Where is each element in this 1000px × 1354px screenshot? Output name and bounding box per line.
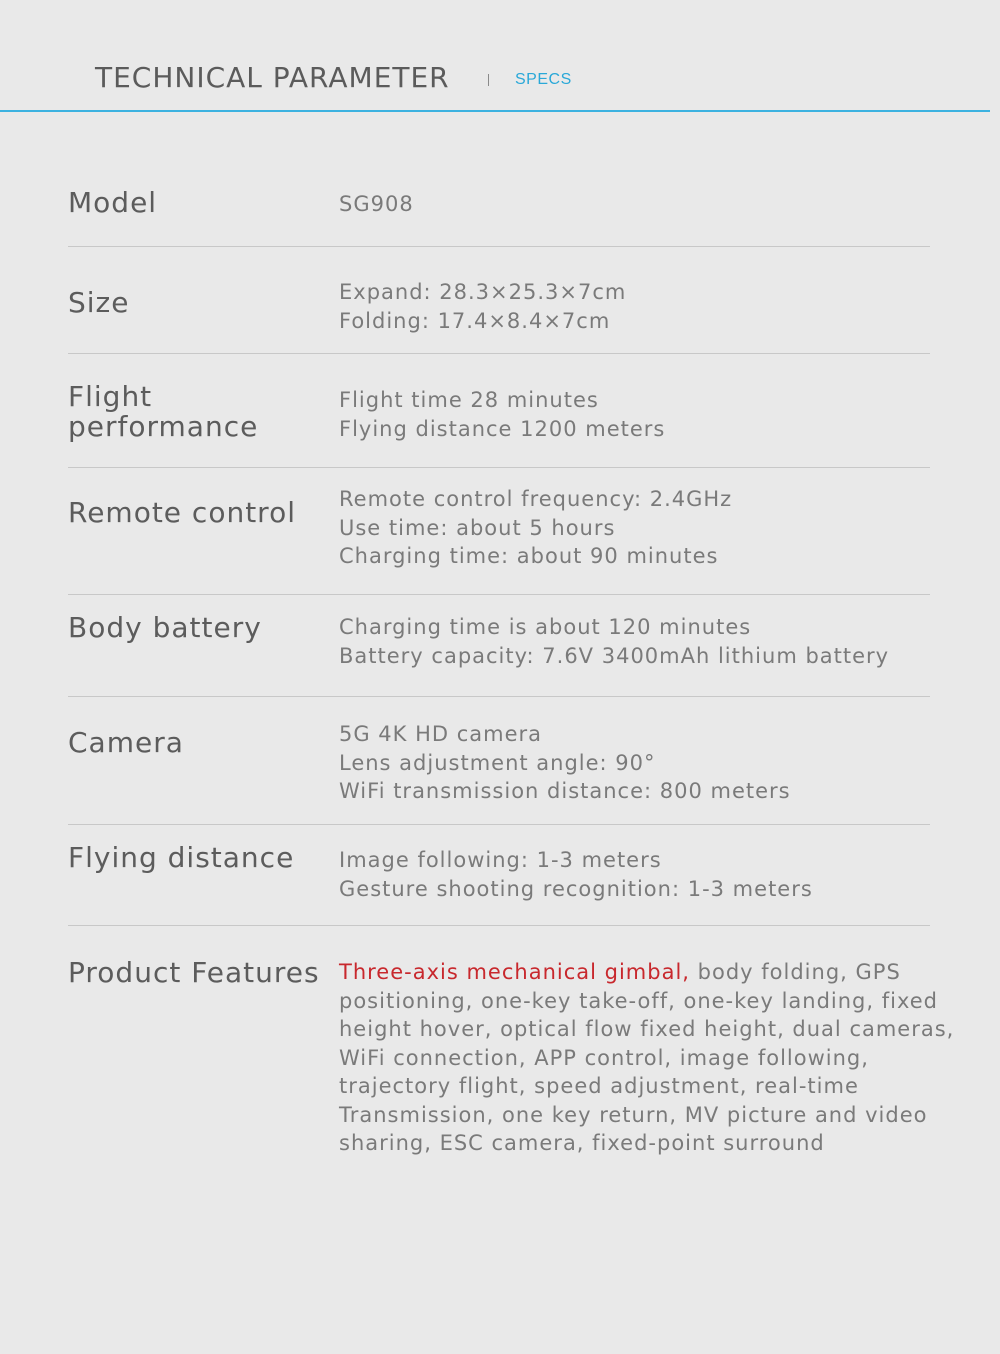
features-text — [339, 958, 955, 1158]
spec-value-line: Charging time is about 120 minutes — [339, 615, 752, 639]
header-rule — [0, 110, 990, 112]
spec-value-line: Use time: about 5 hours — [339, 515, 616, 540]
features-line: trajectory flight, speed adjustment, real-time — [339, 1074, 859, 1098]
row-divider — [68, 824, 930, 825]
row-divider — [68, 353, 930, 354]
row-divider — [68, 696, 930, 697]
spec-label: Product Features — [68, 956, 320, 989]
spec-value-line: Expand: 28.3×25.3×7cm — [339, 280, 627, 304]
header — [0, 0, 1000, 112]
spec-value-line: Image following: 1-3 meters — [339, 848, 662, 872]
page-title: TECHNICAL PARAMETER — [95, 61, 450, 94]
spec-value — [339, 846, 939, 903]
header-separator — [488, 74, 489, 86]
spec-value-line: Flight time 28 minutes — [339, 388, 599, 412]
spec-label: Camera — [68, 726, 184, 759]
spec-value-line: 5G 4K HD camera — [339, 722, 543, 746]
spec-value-line: Battery capacity: 7.6V 3400mAh lithium battery — [339, 643, 890, 668]
spec-value-line: Gesture shooting recognition: 1-3 meters — [339, 876, 813, 901]
row-divider — [68, 594, 930, 595]
spec-value-line: WiFi transmission distance: 800 meters — [339, 779, 791, 803]
spec-label-line: Flight — [68, 380, 153, 413]
features-line: Transmission, one key return, MV picture and video — [339, 1102, 928, 1127]
page-subtitle: SPECS — [515, 71, 572, 88]
row-divider — [68, 246, 930, 247]
features-line — [339, 958, 939, 987]
features-line: WiFi connection, APP control, image following, — [339, 1045, 869, 1070]
spec-value — [339, 720, 939, 806]
spec-value-line: Charging time: about 90 minutes — [339, 544, 719, 568]
features-line: height hover, optical flow fixed height, dual cameras, — [339, 1017, 955, 1041]
spec-label: Model — [68, 186, 158, 219]
features-line: positioning, one-key take-off, one-key landing, fixed — [339, 988, 938, 1013]
spec-value-line: Flying distance 1200 meters — [339, 416, 666, 441]
row-divider — [68, 925, 930, 926]
spec-value — [339, 278, 939, 335]
features-highlight: Three-axis mechanical gimbal, — [339, 960, 690, 984]
spec-label: Remote control — [68, 496, 296, 529]
spec-value-line: Folding: 17.4×8.4×7cm — [339, 308, 611, 333]
spec-value — [339, 613, 939, 670]
spec-value-line: Remote control frequency: 2.4GHz — [339, 487, 733, 511]
features-line-text: body folding, GPS — [689, 960, 901, 984]
spec-value — [339, 485, 939, 571]
spec-value — [339, 190, 939, 219]
spec-label: Size — [68, 286, 130, 319]
spec-label: Flying distance — [68, 841, 295, 874]
row-divider — [68, 467, 930, 468]
spec-value — [339, 386, 939, 443]
spec-label — [68, 382, 328, 442]
spec-value-line: SG908 — [339, 192, 414, 216]
spec-label: Body battery — [68, 611, 262, 644]
spec-label-line: performance — [68, 410, 259, 443]
spec-value-line: Lens adjustment angle: 90° — [339, 750, 656, 775]
features-line: sharing, ESC camera, fixed-point surround — [339, 1131, 825, 1155]
